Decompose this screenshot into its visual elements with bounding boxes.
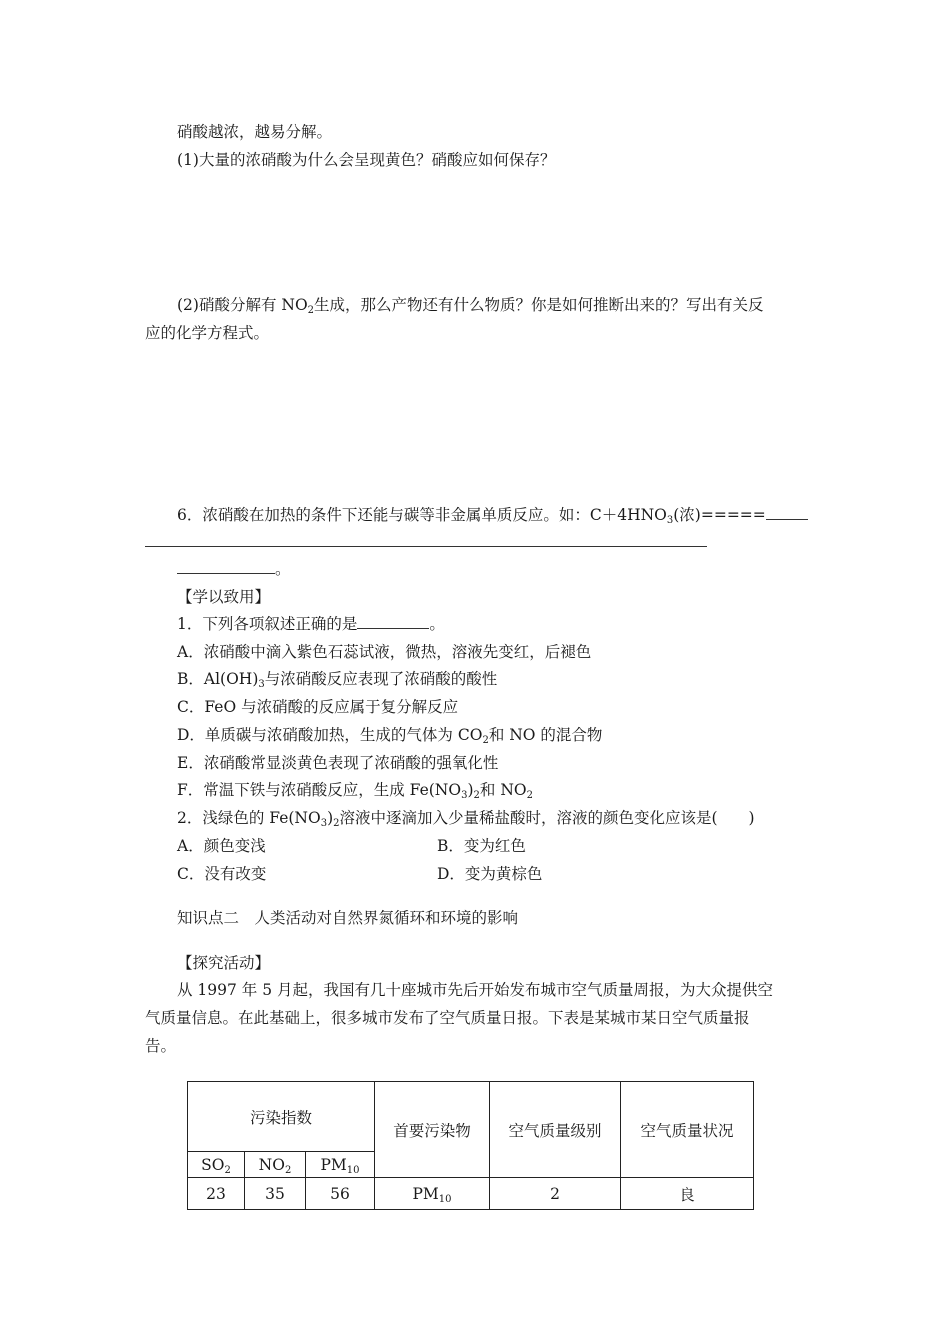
subheader-pm10: $PM_{10}$ — [306, 1152, 375, 1178]
section-heading-study: 【学以致用】 — [177, 588, 271, 606]
answer-blank[interactable] — [766, 505, 808, 520]
cell-so2-value: 23 — [188, 1178, 245, 1210]
cell-no2-value: 35 — [245, 1178, 306, 1210]
header-pollution-index: 污染指数 — [188, 1082, 375, 1152]
text-line: 硝酸越浓，越易分解。 — [177, 123, 333, 141]
problem-2: 2．浅绿色的 $Fe(NO_3)_2$溶液中逐滴加入少量稀盐酸时，溶液的颜色变化应该是( ) — [177, 809, 755, 829]
paragraph-line: 告。 — [145, 1037, 177, 1055]
header-air-quality-status: 空气质量状况 — [621, 1082, 754, 1178]
table-row — [188, 1178, 754, 1210]
answer-blank-line[interactable] — [145, 546, 707, 547]
header-primary-pollutant: 首要污染物 — [375, 1082, 490, 1178]
air-quality-table — [187, 1081, 754, 1210]
question-1: (1)大量的浓硝酸为什么会呈现黄色？硝酸应如何保存？ — [177, 151, 556, 169]
option-c: C．FeO 与浓硝酸的反应属于复分解反应 — [177, 698, 459, 716]
subheader-so2: $SO_2$ — [188, 1152, 245, 1178]
option-b: B．变为红色 — [437, 837, 526, 855]
cell-primary-pollutant: $PM_{10}$ — [375, 1178, 490, 1210]
knowledge-point-heading: 知识点二 人类活动对自然界氮循环和环境的影响 — [177, 909, 519, 927]
paragraph-line: 从 1997 年 5 月起，我国有几十座城市先后开始发布城市空气质量周报，为大众提供空 — [177, 981, 774, 999]
option-a: A．颜色变浅 — [177, 837, 266, 855]
header-air-quality-level: 空气质量级别 — [490, 1082, 621, 1178]
subheader-no2: $NO_2$ — [245, 1152, 306, 1178]
option-c: C．没有改变 — [177, 865, 267, 883]
question-2-continued: 应的化学方程式。 — [145, 324, 270, 342]
cell-pm10-value: 56 — [306, 1178, 375, 1210]
option-d: D．变为黄棕色 — [437, 865, 543, 883]
item-6: 6．浓硝酸在加热的条件下还能与碳等非金属单质反应。如：$C+4HNO_3$(浓)===== — [177, 504, 808, 526]
answer-blank[interactable] — [177, 559, 275, 574]
paragraph-line: 气质量信息。在此基础上，很多城市发布了空气质量日报。下表是某城市某日空气质量报 — [145, 1009, 750, 1027]
option-b: B．$Al(OH)_3$与浓硝酸反应表现了浓硝酸的酸性 — [177, 670, 498, 690]
option-f: F．常温下铁与浓硝酸反应，生成 $Fe(NO_3)_2$和 $NO_2$ — [177, 781, 533, 801]
cell-air-quality-level: 2 — [490, 1178, 621, 1210]
option-e: E．浓硝酸常显淡黄色表现了浓硝酸的强氧化性 — [177, 754, 499, 772]
option-a: A．浓硝酸中滴入紫色石蕊试液，微热，溶液先变红，后褪色 — [177, 643, 592, 661]
answer-blank[interactable] — [357, 614, 429, 629]
item-6-end: 。 — [177, 558, 291, 580]
cell-air-quality-status: 良 — [621, 1178, 754, 1210]
question-2: (2)硝酸分解有 $NO_2$生成，那么产物还有什么物质？你是如何推断出来的？写出有关反 — [177, 296, 764, 316]
section-heading-explore: 【探究活动】 — [177, 954, 271, 972]
problem-1: 1．下列各项叙述正确的是 。 — [177, 615, 445, 633]
option-d: D．单质碳与浓硝酸加热，生成的气体为 $CO_2$和 NO 的混合物 — [177, 726, 603, 746]
